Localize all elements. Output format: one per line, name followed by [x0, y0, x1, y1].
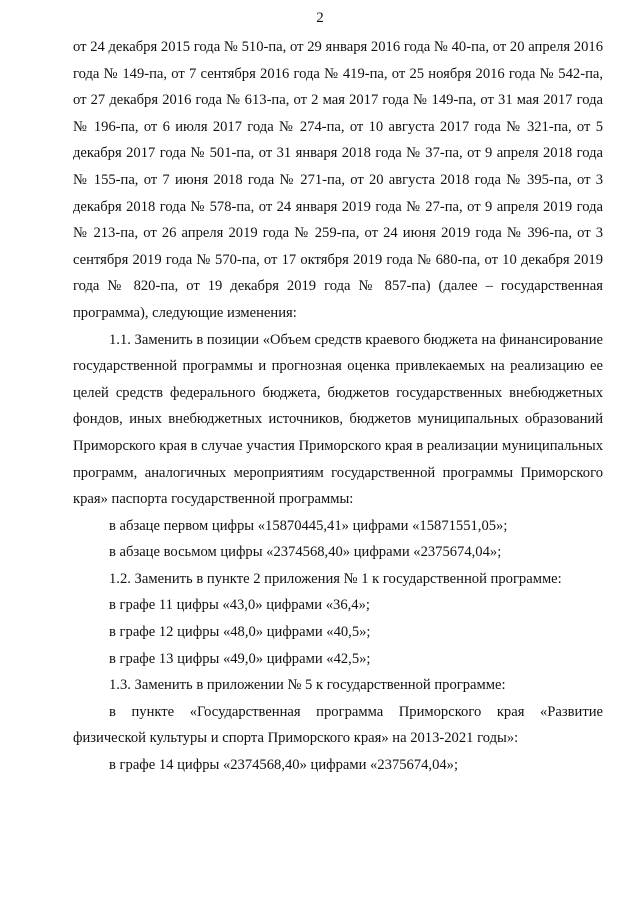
paragraph-abzac-eighth: в абзаце восьмом цифры «2374568,40» цифрами «2375674,04»;	[109, 544, 502, 561]
page-number: 2	[316, 10, 324, 26]
paragraph-column-14: в графе 14 цифры «2374568,40» цифрами «2375674,04»;	[109, 757, 459, 774]
paragraph-column-13: в графе 13 цифры «49,0» цифрами «42,5»;	[109, 650, 371, 667]
paragraph-abzac-first: в абзаце первом цифры «15870445,41» цифрами «15871551,05»;	[109, 517, 508, 534]
paragraph-1-2: 1.2. Заменить в пункте 2 приложения № 1 к государственной программе:	[109, 570, 562, 587]
paragraph-column-11: в графе 11 цифры «43,0» цифрами «36,4»;	[109, 597, 370, 614]
document-body	[73, 34, 603, 779]
paragraph-amendment-list: от 24 декабря 2015 года № 510-па, от 29 января 2016 года № 40-па, от 20 апреля 2016 года № 149-па, от 7 сентября 2016 года № 419-па, от 25 ноября 2016 года № 542-па, от 27 декабря 2016 года № 613-па, от 2 мая 2017 года № 149-па, от 31 мая 2017 года № 196-па, от 6 июля 2017 года № 274-па, от 10 августа 2017 года № 321-па, от 5 декабря 2017 года № 501-па, от 31 января 2018 года № 37-па, от 9 апреля 2018 года № 155-па, от 7 июня 2018 года № 271-па, от 20 августа 2018 года № 395-па, от 3 декабря 2018 года № 578-па, от 24 января 2019 года № 27-па, от 9 апреля 2019 года № 213-па, от 26 апреля 2019 года № 259-па, от 24 июня 2019 года № 396-па, от 3 сентября 2019 года № 570-па, от 17 октября 2019 года № 680-па, от 10 декабря 2019 года № 820-па, от 19 декабря 2019 года № 857-па) (далее – государственная программа), следующие изменения:	[73, 39, 603, 321]
paragraph-program-item: в пункте «Государственная программа Приморского края «Развитие физической культуры и спорта Приморского края» на 2013-2021 годы»:	[73, 703, 603, 747]
paragraph-1-3: 1.3. Заменить в приложении № 5 к государственной программе:	[109, 677, 506, 694]
paragraph-column-12: в графе 12 цифры «48,0» цифрами «40,5»;	[109, 624, 371, 641]
paragraph-1-1: 1.1. Заменить в позиции «Объем средств краевого бюджета на финансирование государственной программы и прогнозная оценка привлекаемых на реализацию ее целей средств федерального бюджета, бюджетов государственных внебюджетных фондов, иных внебюджетных источников, бюджетов муниципальных образований Приморского края в случае участия Приморского края в реализации муниципальных программ, аналогичных мероприятиям государственной программы Приморского края» паспорта государственной программы:	[73, 331, 603, 508]
